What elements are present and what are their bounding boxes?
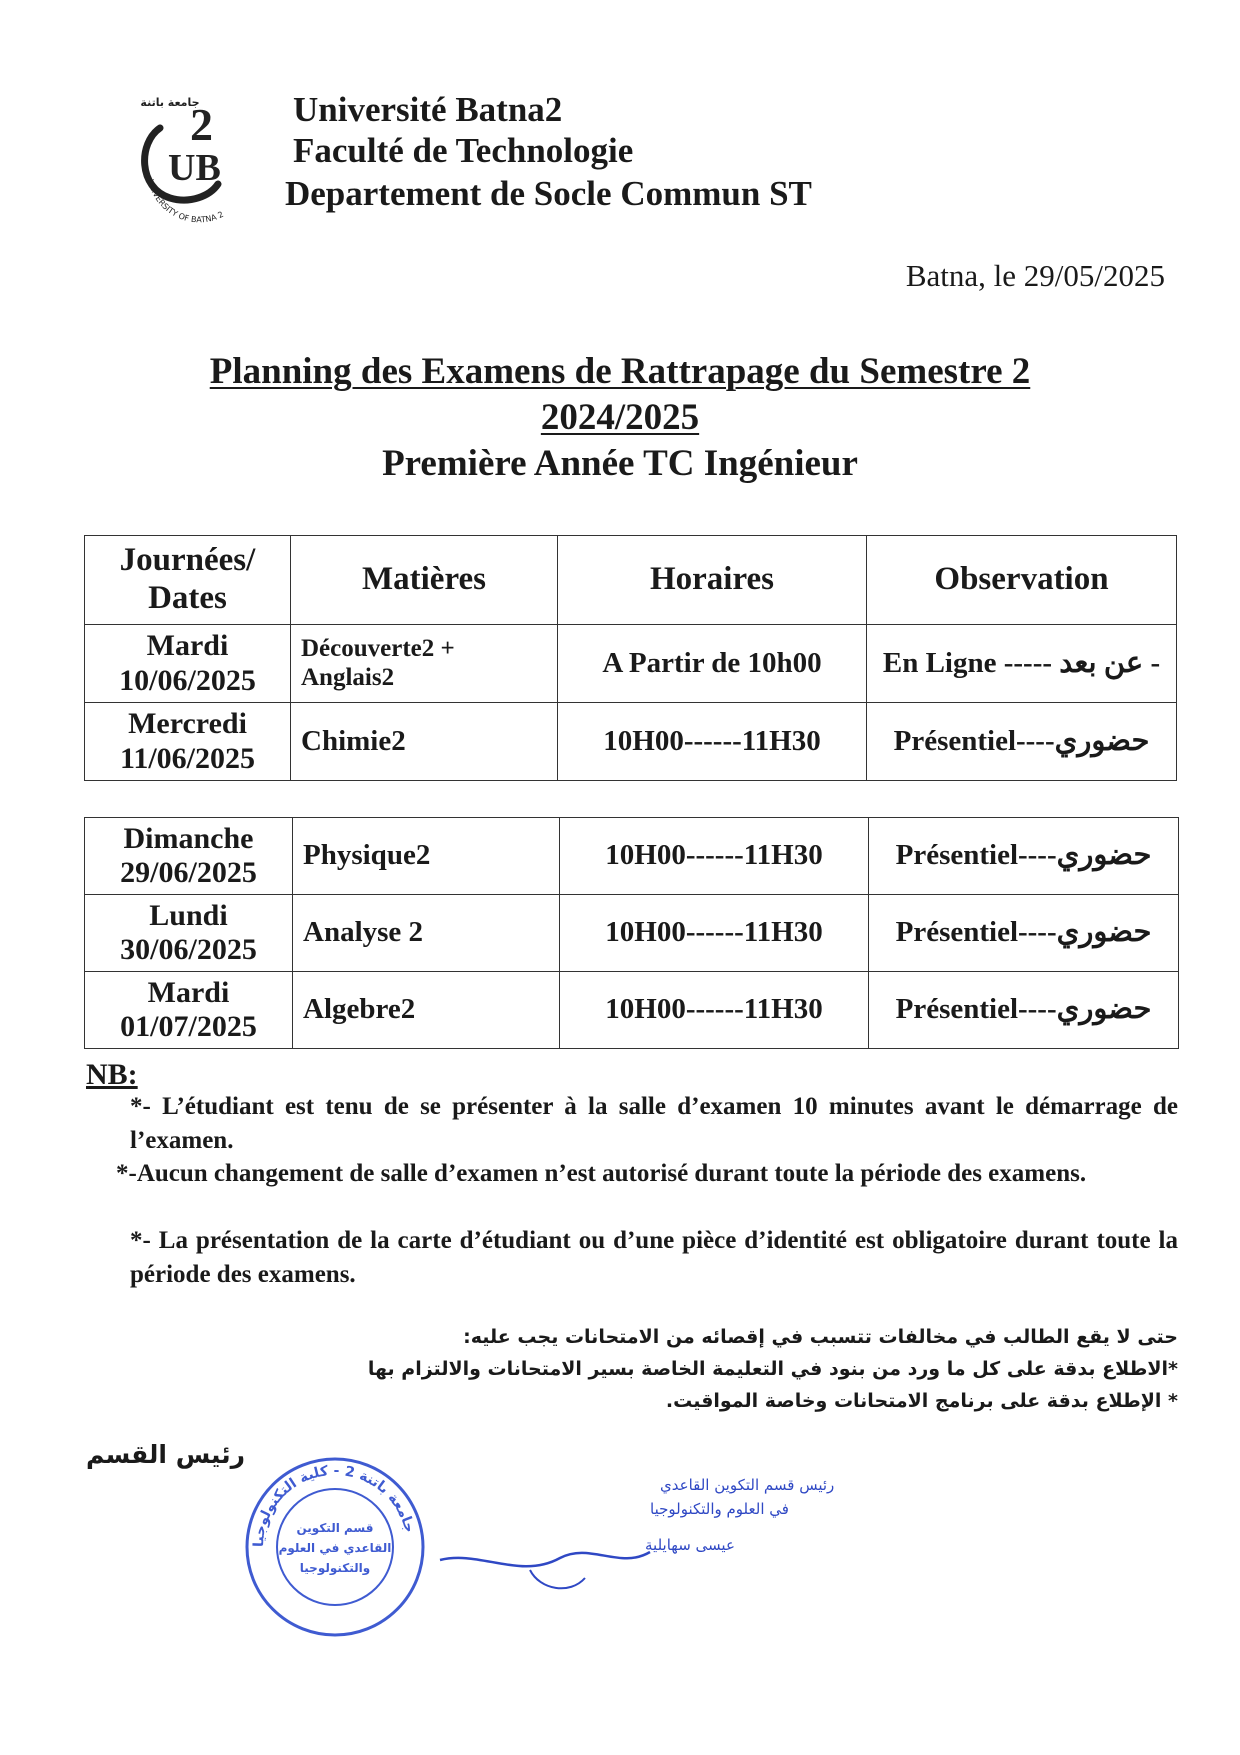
exam-schedule-table-2 xyxy=(84,817,1179,1049)
row-time: 10H00------11H30 xyxy=(558,703,867,781)
row-date: Mercredi 11/06/2025 xyxy=(85,703,291,781)
signature xyxy=(420,1470,835,1600)
row-date: Mardi 01/07/2025 xyxy=(85,972,293,1049)
row-date: Dimanche 29/06/2025 xyxy=(85,818,293,895)
header-dates: Journées/ Dates xyxy=(85,536,291,625)
title-line-3: Première Année TC Ingénieur xyxy=(382,443,858,484)
table-row xyxy=(85,972,1179,1049)
row-time: A Partir de 10h00 xyxy=(558,625,867,703)
signature-title-1: رئيس قسم التكوين القاعدي xyxy=(660,1476,835,1494)
exam-schedule-table-1 xyxy=(84,535,1177,781)
stamp-inner-line-3: والتكنولوجيا xyxy=(299,1561,371,1575)
arabic-note-3: * الإطلاع بدقة على برنامج الامتحانات وخاصة المواقيت. xyxy=(665,1390,1178,1412)
table-row xyxy=(85,625,1177,703)
department-head-label: رئيس القسم xyxy=(86,1440,246,1469)
table-row xyxy=(85,895,1179,972)
row-time: 10H00------11H30 xyxy=(560,895,869,972)
official-stamp xyxy=(240,1452,430,1642)
logo-ring-text: UNIVERSITY OF BATNA 2 xyxy=(145,178,225,223)
row-subject: Découverte2 + Anglais2 xyxy=(291,625,558,703)
university-logo xyxy=(130,88,265,223)
signature-graphic xyxy=(420,1470,835,1600)
document-date: Batna, le 29/05/2025 xyxy=(905,258,1165,293)
row-time: 10H00------11H30 xyxy=(560,818,869,895)
table-row xyxy=(85,703,1177,781)
header-observation: Observation xyxy=(867,536,1177,625)
row-observation: Présentiel----حضوري xyxy=(869,818,1179,895)
stamp-inner-line-2: القاعدي في العلوم xyxy=(278,1541,392,1555)
header-hours: Horaires xyxy=(558,536,867,625)
logo-number: 2 xyxy=(190,99,213,150)
stamp-graphic xyxy=(240,1452,430,1642)
title-line-1: Planning des Examens de Rattrapage du Semestre 2 xyxy=(209,351,1031,392)
signature-name: عيسى سهايلية xyxy=(645,1536,735,1554)
university-name: Université Batna2 xyxy=(293,90,563,129)
row-observation: Présentiel----حضوري xyxy=(869,972,1179,1049)
nb-item-2: *-Aucun changement de salle d’examen n’est autorisé durant toute la période des examens. xyxy=(116,1160,1087,1187)
row-observation: En Ligne ----- عن بعد - xyxy=(867,625,1177,703)
stamp-ring-text: جامعة باتنة 2 - كلية التكنولوجيا xyxy=(250,1462,418,1548)
nb-item-1: *- L’étudiant est tenu de se présenter à la salle d’examen 10 minutes avant le démarrage de l’examen. xyxy=(130,1093,1178,1154)
faculty-name: Faculté de Technologie xyxy=(293,131,634,170)
university-logo-graphic xyxy=(130,88,265,223)
signature-title-2: في العلوم والتكنولوجيا xyxy=(650,1500,789,1518)
title-line-2: 2024/2025 xyxy=(540,397,700,438)
row-date: Lundi 30/06/2025 xyxy=(85,895,293,972)
row-subject: Physique2 xyxy=(293,818,560,895)
table-row xyxy=(85,818,1179,895)
row-observation: Présentiel----حضوري xyxy=(869,895,1179,972)
logo-top-text: جامعة باتنة xyxy=(140,96,200,109)
stamp-inner-line-1: قسم التكوين xyxy=(296,1521,374,1535)
row-subject: Analyse 2 xyxy=(293,895,560,972)
table-header-row xyxy=(85,536,1177,625)
row-date: Mardi 10/06/2025 xyxy=(85,625,291,703)
row-subject: Algebre2 xyxy=(293,972,560,1049)
nb-item-3: *- La présentation de la carte d’étudiant ou d’une pièce d’identité est obligatoire durant toute la période des examens. xyxy=(130,1227,1178,1288)
logo-letters: UB xyxy=(168,147,221,189)
row-subject: Chimie2 xyxy=(291,703,558,781)
header-subjects: Matières xyxy=(291,536,558,625)
arabic-note-1: حتى لا يقع الطالب في مخالفات تتسبب في إقصائه من الامتحانات يجب عليه: xyxy=(463,1326,1178,1348)
nb-title: NB: xyxy=(86,1058,138,1091)
arabic-note-2: *الاطلاع بدقة على كل ما ورد من بنود في التعليمة الخاصة بسير الامتحانات والالتزام بها xyxy=(367,1358,1178,1380)
row-observation: Présentiel----حضوري xyxy=(867,703,1177,781)
department-name: Departement de Socle Commun ST xyxy=(285,174,812,213)
row-time: 10H00------11H30 xyxy=(560,972,869,1049)
